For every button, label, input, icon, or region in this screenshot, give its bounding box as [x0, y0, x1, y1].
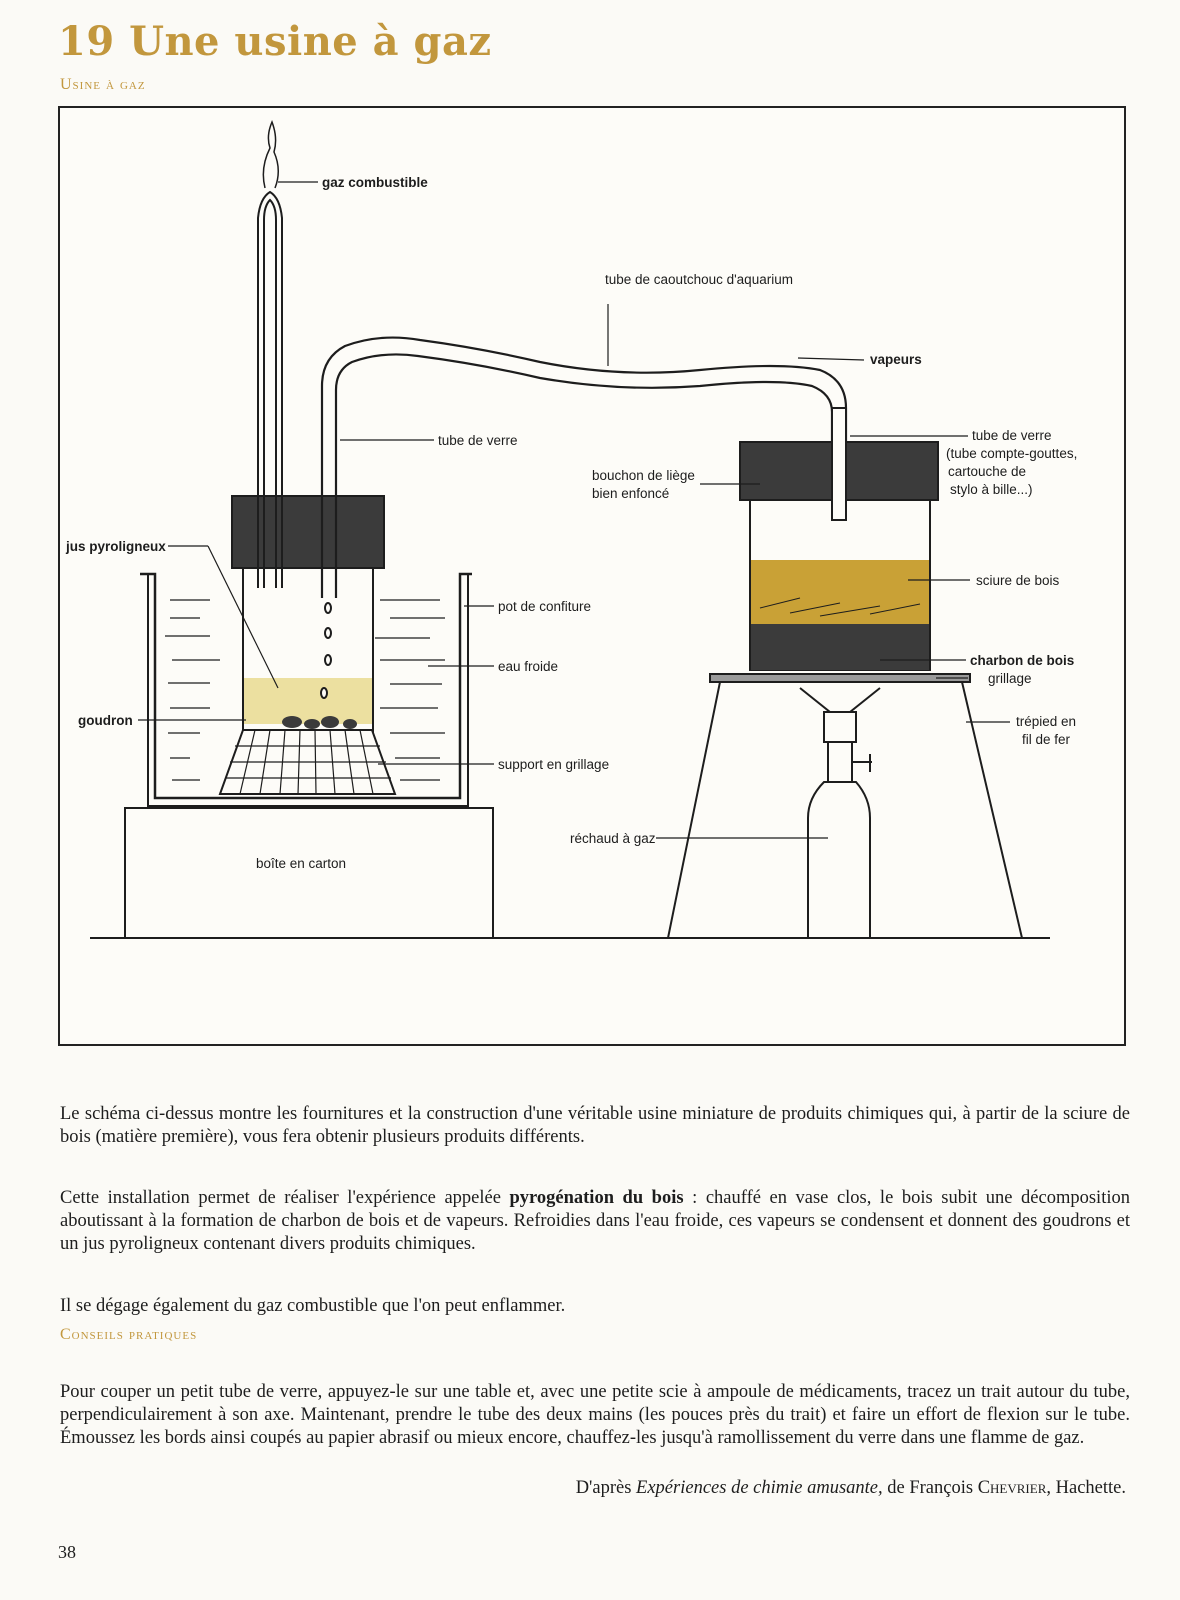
label-goudron: goudron [78, 713, 133, 728]
page-subtitle: Usine à gaz [60, 76, 146, 93]
label-pot-confiture: pot de confiture [498, 599, 592, 614]
label-jus-pyroligneux: jus pyroligneux [66, 539, 166, 554]
label-tube-verre-right-3: cartouche de [948, 464, 1027, 479]
label-bouchon-2: bien enfoncé [592, 486, 670, 501]
credit-suffix: , Hachette. [1046, 1478, 1126, 1498]
label-gaz-combustible: gaz combustible [322, 175, 428, 190]
label-tube-verre-right-4: stylo à bille...) [950, 482, 1033, 497]
apparatus-diagram [60, 108, 1124, 1044]
paragraph-gaz: Il se dégage également du gaz combustible que l'on peut enflammer. [60, 1295, 566, 1316]
label-boite-carton: boîte en carton [256, 856, 347, 871]
p2-before: Cette installation permet de réaliser l'expérience appelée [60, 1187, 510, 1208]
page-title: 19 Une usine à gaz [58, 18, 492, 65]
label-grillage: grillage [988, 671, 1032, 686]
p2-bold-term: pyrogénation du bois [509, 1187, 684, 1208]
label-vapeurs: vapeurs [870, 352, 922, 367]
label-eau-froide: eau froide [498, 659, 559, 674]
credit-prefix: D'après [575, 1478, 637, 1498]
label-tube-verre-left: tube de verre [438, 433, 518, 448]
label-trepied-2: fil de fer [1022, 732, 1071, 747]
section-heading-conseils: Conseils pratiques [60, 1326, 198, 1343]
diagram-frame [58, 106, 1126, 1046]
label-support-grillage: support en grillage [498, 757, 610, 772]
source-credit [576, 1478, 1126, 1499]
credit-book: Expériences de chimie amusante, [636, 1478, 883, 1498]
p2-after: : chauffé en vase clos, le bois subit une décomposition aboutissant à la formation de charbon de bois et de vapeurs. Refroidies dans l'eau froide, ces vapeurs se condensent et donnent des goudrons et un jus pyroligneux contenant divers produits chimiques. [60, 1187, 1130, 1254]
label-charbon: charbon de bois [970, 653, 1075, 668]
label-rechaud: réchaud à gaz [570, 831, 656, 846]
paragraph-pyrogenation [60, 1187, 1130, 1256]
credit-mid: de François [882, 1478, 978, 1498]
paragraph-intro: Le schéma ci-dessus montre les fournitures et la construction d'une véritable usine miniature de produits chimiques qui, à partir de la sciure de bois (matière première), vous fera obtenir plusieurs produits différents. [60, 1103, 1130, 1147]
label-tube-caoutchouc: tube de caoutchouc d'aquarium [605, 272, 793, 287]
page-number: 38 [58, 1542, 76, 1562]
label-sciure: sciure de bois [976, 573, 1060, 588]
paragraph-conseils: Pour couper un petit tube de verre, appuyez-le sur une table et, avec une petite scie à ampoule de médicaments, tracez un trait autour du tube, perpendiculairement à son axe. Maintenant, prendre le tube des deux mains (les pouces près du trait) et faire un effort de flexion sur le tube. Émoussez les bords ainsi coupés au papier abrasif ou mieux encore, chauffez-les jusqu'à ramollissement du verre dans une flamme de gaz. [60, 1381, 1130, 1448]
label-bouchon-1: bouchon de liège [592, 468, 695, 483]
label-tube-verre-right: tube de verre [972, 428, 1052, 443]
label-trepied-1: trépied en [1016, 714, 1077, 729]
label-tube-verre-right-2: (tube compte-gouttes, [946, 446, 1078, 461]
credit-author: Chevrier [977, 1478, 1047, 1498]
